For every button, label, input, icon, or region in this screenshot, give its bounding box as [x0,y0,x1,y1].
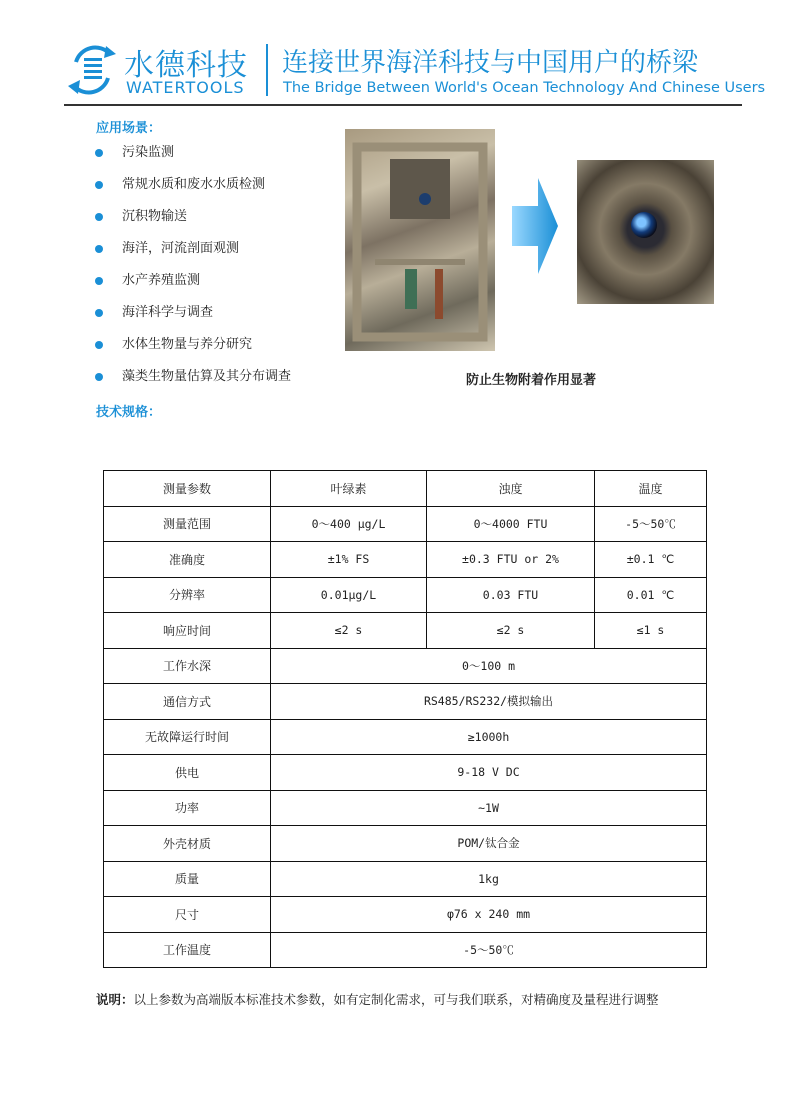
table-row [104,790,707,826]
footnote-text: 以上参数为高端版本标准技术参数，如有定制化需求，可与我们联系，对精确度及量程进行调整 [133,992,659,1007]
arrow-right-icon [512,178,558,274]
table-cell: 9-18 V DC [271,755,707,791]
slogan-en: The Bridge Between World's Ocean Technology And Chinese Users [283,80,766,96]
table-cell: 测量范围 [104,506,271,542]
table-cell: -5～50℃ [271,932,707,968]
table-cell: 0.01μg/L [271,577,427,613]
table-cell: 0～400 μg/L [271,506,427,542]
table-cell: 通信方式 [104,684,271,720]
watertools-logo-icon [66,40,118,98]
specs-title: 技术规格： [96,405,162,420]
header-divider [266,44,268,96]
slogan-cn: 连接世界海洋科技与中国用户的桥梁 [282,48,699,78]
table-header-row [104,471,707,507]
table-cell: 0.03 FTU [427,577,595,613]
table-cell: 1kg [271,861,707,897]
list-item: 常规水质和废水水质检测 [94,174,394,206]
table-cell: 0～100 m [271,648,707,684]
table-cell: 0.01 ℃ [595,577,707,613]
page-header [0,0,810,108]
table-row [104,542,707,578]
list-item: 藻类生物量估算及其分布调查 [94,366,394,398]
table-cell: 准确度 [104,542,271,578]
table-row [104,719,707,755]
list-item: 污染监测 [94,142,394,174]
figure-caption: 防止生物附着作用显著 [466,373,597,388]
sensor-lens [631,212,657,238]
table-cell: 分辨率 [104,577,271,613]
table-cell: ~1W [271,790,707,826]
table-cell: 工作水深 [104,648,271,684]
table-cell: 工作温度 [104,932,271,968]
clean-sensor-photo [577,160,714,304]
table-row [104,577,707,613]
brand-name-en: WATERTOOLS [126,78,245,97]
table-header-cell: 测量参数 [104,471,271,507]
table-row [104,684,707,720]
header-rule [64,104,742,106]
table-cell: POM/钛合金 [271,826,707,862]
table-cell: φ76 x 240 mm [271,897,707,933]
table-cell: 功率 [104,790,271,826]
table-cell: 响应时间 [104,613,271,649]
table-cell: RS485/RS232/模拟输出 [271,684,707,720]
table-row [104,826,707,862]
table-cell: ≤2 s [427,613,595,649]
list-item: 水体生物量与养分研究 [94,334,394,366]
table-cell: ≤1 s [595,613,707,649]
table-row [104,897,707,933]
footnote-label: 说明： [96,992,134,1007]
table-cell: -5～50℃ [595,506,707,542]
table-header-cell: 温度 [595,471,707,507]
table-row [104,613,707,649]
brand-name-cn: 水德科技 [124,48,248,83]
table-cell: ±0.1 ℃ [595,542,707,578]
table-cell: 0～4000 FTU [427,506,595,542]
table-cell: 无故障运行时间 [104,719,271,755]
applications-title: 应用场景： [96,121,162,136]
table-row [104,932,707,968]
list-item: 海洋，河流剖面观测 [94,238,394,270]
table-row [104,861,707,897]
table-row [104,648,707,684]
table-cell: 供电 [104,755,271,791]
table-cell: ≤2 s [271,613,427,649]
list-item: 水产养殖监测 [94,270,394,302]
table-cell: 尺寸 [104,897,271,933]
footnote [96,990,659,1008]
table-header-cell: 叶绿素 [271,471,427,507]
table-cell: ±1% FS [271,542,427,578]
table-cell: ≥1000h [271,719,707,755]
table-cell: ±0.3 FTU or 2% [427,542,595,578]
table-cell: 外壳材质 [104,826,271,862]
table-header-cell: 浊度 [427,471,595,507]
spec-table [103,470,707,968]
list-item: 海洋科学与调查 [94,302,394,334]
table-row [104,755,707,791]
table-row [104,506,707,542]
table-cell: 质量 [104,861,271,897]
fouled-sensor-photo [345,129,495,351]
list-item: 沉积物输送 [94,206,394,238]
